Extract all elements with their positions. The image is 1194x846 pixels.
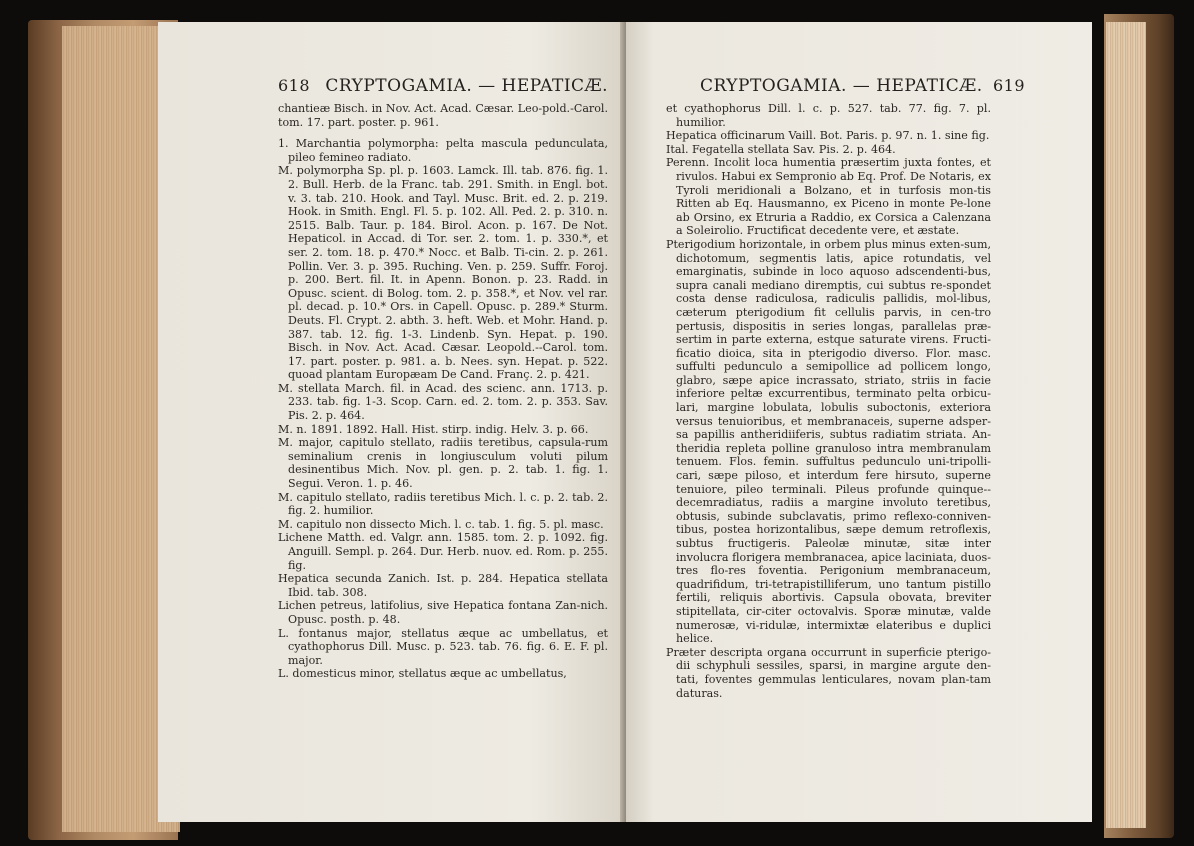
paragraph: M. major, capitulo stellato, radiis teretibus, capsula-rum seminalium crenis in longiusculum voluti pilum desinentibus Mich. Nov. pl. gen. p. 2. tab. 1. fig. 1. Segui. Veron. 1. p. 46. [278, 436, 608, 491]
paragraph: L. domesticus minor, stellatus æque ac umbellatus, [278, 667, 567, 681]
paragraph: M. n. 1891. 1892. Hall. Hist. stirp. indig. Helv. 3. p. 66. [278, 422, 589, 436]
paragraph: Pterigodium horizontale, in orbem plus minus exten-sum, dichotomum, segmentis latis, apice rotundatis, vel emarginatis, subinde in loco aquoso adscendenti-bus, supra canali mediano diremptis, cui subtus re-spondet costa dense radiculosa, radiculis pallidis, mol-libus, cæterum pterigodium fit cellulis parvis, in cen-tro pertusis, dispositis in series longas, parallelas præ-sertim in parte externa, estque saturate virens. Fructi-ficatio dioica, sita in pterigodio diverso. Flor. masc. suffulti pedunculo a semipollice ad pollicem longo, glabro, sæpe apice incrassato, striato, striis in facie inferiore peltæ excurrentibus, terminato pelta orbicu-lari, margine lobulata, lobulis suboctonis, exteriora versus tenuioribus, et membranaceis, superne adsper-sa papillis antheridiiferis, subtus radiatim striata. An-theridia repleta polline granuloso intra membranulam tenuem. Flos. femin. suffultus pedunculo uni-tripolli-cari, sæpe piloso, et interdum fere hirsuto, superne tenuiore, pileo terminali. Pileus profunde quinque--decemradiatus, radiis a margine involuto teretibus, obtusis, subinde subclavatis, primo reflexo-conniven-tibus, postea horizontalibus, sæpe demum retroflexis, subtus fructigeris. Paleolæ minutæ, sitæ inter involucra florigera membranacea, apice laciniata, duos-tres flo-res foventia. Perigonium membranaceum, quadrifidum, tri-tetrapistilliferum, uno tantum pistillo fertili, reliquis abortivis. Capsula obovata, breviter stipitellata, cir-citer octovalvis. Sporæ minutæ, valde numerosæ, vi-ridulæ, intermixtæ elateribus e duplici helice. [666, 237, 991, 646]
left-page [158, 22, 624, 822]
right-running-title: CRYPTOGAMIA. — HEPATICÆ. [700, 76, 983, 96]
left-page-text [278, 102, 608, 681]
paragraph: Præter descripta organa occurrunt in superficie pterigo-dii schyphuli sessiles, sparsi, in margine argute den-tati, foventes gemmulas lenticulares, novam plan-tam daturas. [666, 645, 991, 700]
right-page [626, 22, 1092, 822]
left-page-header [278, 76, 608, 96]
paragraph: M. stellata March. fil. in Acad. des scienc. ann. 1713. p. 233. tab. fig. 1-3. Scop. Carn. ed. 2. tom. 2. p. 353. Sav. Pis. 2. p. 464. [278, 381, 608, 423]
paragraph: Lichen petreus, latifolius, sive Hepatica fontana Zan-nich. Opusc. posth. p. 48. [278, 599, 608, 626]
open-book [22, 12, 1174, 838]
paragraph: M. capitulo non dissecto Mich. l. c. tab. 1. fig. 5. pl. masc. [278, 517, 604, 531]
paragraph: Lichene Matth. ed. Valgr. ann. 1585. tom. 2. p. 1092. fig. Anguill. Sempl. p. 264. Dur. Herb. nuov. ed. Rom. p. 255. fig. [278, 531, 608, 572]
right-page-header [700, 76, 1025, 96]
left-running-title: CRYPTOGAMIA. — HEPATICÆ. [325, 76, 608, 96]
paragraph: 1. Marchantia polymorpha: pelta mascula pedunculata, pileo feminео radiato. [278, 137, 608, 164]
paragraph: Perenn. Incolit loca humentia præsertim juxta fontes, et rivulos. Habui ex Sempronio ab Eq. Prof. De Notaris, ex Tyroli meridionali a Bolzano, et in turfosis mon-tis Ritten ab Eq. Hausmanno, ex Piceno in monte Pe-lone ab Orsino, ex Etruria a Raddio, ex Corsica a Calenzana a Soleirolio. Fructificat decedente vere, et æstate. [666, 156, 991, 238]
right-page-text [666, 102, 991, 700]
paragraph: L. fontanus major, stellatus æque ac umbellatus, et cyathophorus Dill. Musc. p. 523. tab. 76. fig. 6. E. F. pl. major. [278, 626, 608, 667]
paragraph: Ital. Fegatella stellata Sav. Pis. 2. p. 464. [666, 142, 896, 156]
right-page-edges [1106, 22, 1146, 828]
paragraph: Hepatica secunda Zanich. Ist. p. 284. Hepatica stellata Ibid. tab. 308. [278, 572, 608, 599]
paragraph: M. polymorpha Sp. pl. p. 1603. Lamck. Ill. tab. 876. fig. 1. 2. Bull. Herb. de la Franc. tab. 291. Smith. in Engl. bot. v. 3. tab. 210. Hook. and Tayl. Musc. Brit. ed. 2. p. 219. Hook. in Smith. Engl. Fl. 5. p. 102. All. Ped. 2. p. 310. n. 2515. Balb. Taur. p. 184. Birol. Acon. p. 167. De Not. Hepaticol. in Accad. di Tor. ser. 2. tom. 1. p. 330.*, et ser. 2. tom. 18. p. 470.* Nocc. et Balb. Ti-cin. 2. p. 261. Pollin. Ver. 3. p. 395. Ruching. Ven. p. 259. Suffr. Foroj. p. 200. Bert. fil. It. in Apenn. Bonon. p. 23. Radd. in Opusc. scient. di Bolog. tom. 2. p. 358.*, et Nov. vel rar. pl. decad. p. 10.* Ors. in Capell. Opusc. p. 289.* Sturm. Deuts. Fl. Crypt. 2. abth. 3. heft. Web. et Mohr. Hand. p. 387. tab. 12. fig. 1-3. Lindenb. Syn. Hepat. p. 190. Bisch. in Nov. Act. Acad. Cæsar. Leopold.--Carol. tom. 17. part. poster. p. 981. a. b. Nees. syn. Hepat. p. 522. quoad plantam Europæam De Cand. Franç. 2. p. 421. [278, 164, 608, 382]
left-page-number: 618 [278, 76, 311, 95]
paragraph: et cyathophorus Dill. l. c. p. 527. tab. 77. fig. 7. pl. humilior. [666, 102, 991, 129]
paragraph: chantieæ Bisch. in Nov. Act. Acad. Cæsar. Leo-pold.-Carol. tom. 17. part. poster. p. 961. [278, 102, 608, 129]
paragraph: Hepatica officinarum Vaill. Bot. Paris. p. 97. n. 1. sine fig. [666, 129, 990, 143]
right-page-number: 619 [992, 76, 1025, 95]
paragraph: M. capitulo stellato, radiis teretibus Mich. l. c. p. 2. tab. 2. fig. 2. humilior. [278, 490, 608, 518]
